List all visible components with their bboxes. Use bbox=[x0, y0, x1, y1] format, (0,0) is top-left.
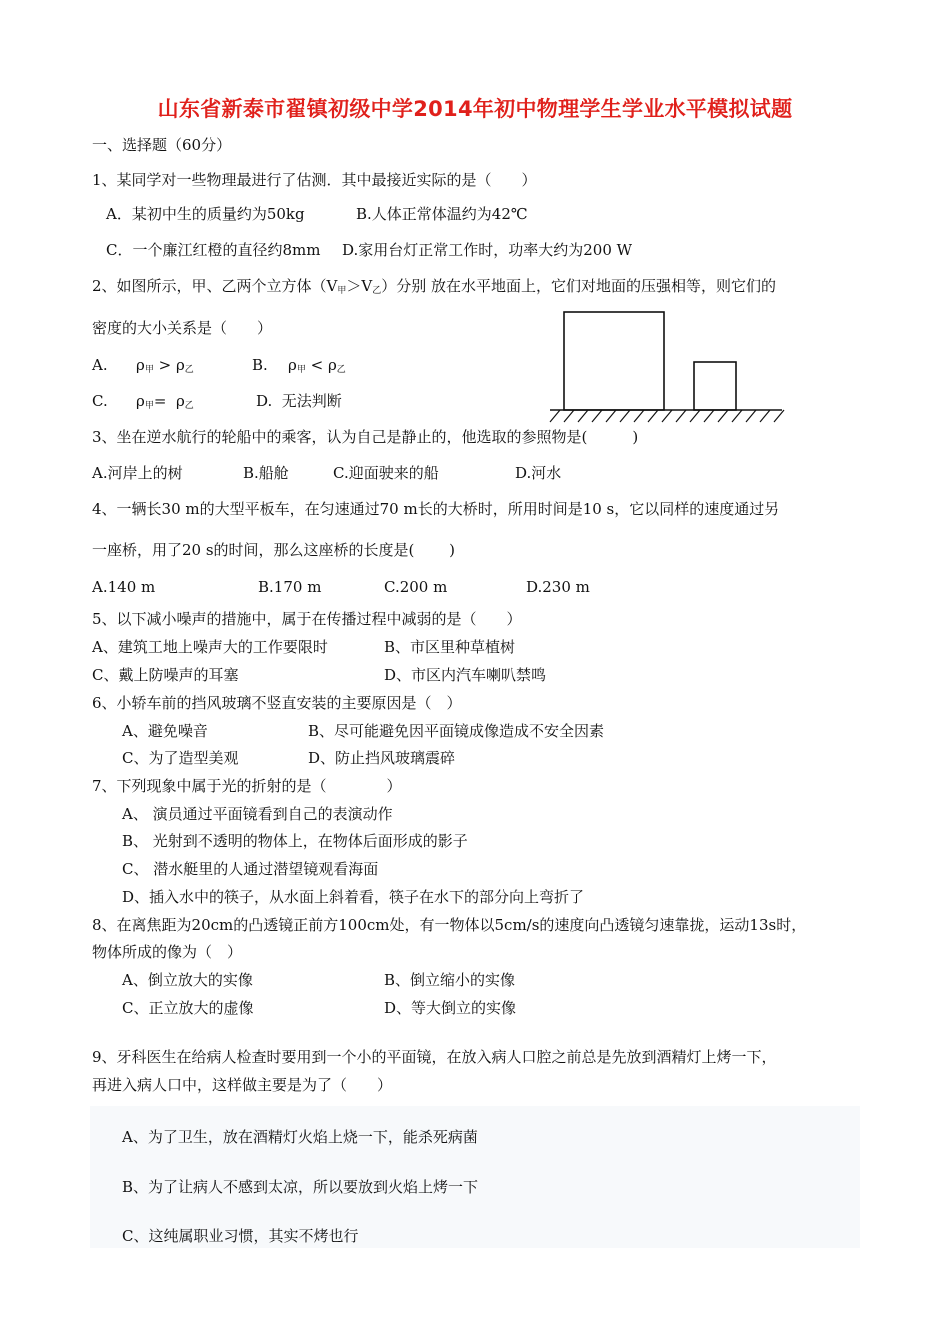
q5-option-b: B、市区里种草植树 bbox=[384, 638, 516, 656]
q9-option-a: A、为了卫生，放在酒精灯火焰上烧一下，能杀死病菌 bbox=[122, 1128, 478, 1146]
q6-stem: 6、小轿车前的挡风玻璃不竖直安装的主要原因是（ ） bbox=[92, 694, 462, 712]
q1-option-b: B.人体正常体温约为42℃ bbox=[356, 205, 528, 223]
q2-option-a-label: A. bbox=[92, 356, 108, 374]
q2-option-c bbox=[136, 394, 194, 411]
q2-option-b-label: B. bbox=[252, 356, 268, 374]
q2-stem bbox=[92, 279, 776, 296]
q5-option-c: C、戴上防噪声的耳塞 bbox=[92, 666, 239, 684]
q4-option-b: B.170 m bbox=[258, 578, 322, 596]
q8-stem: 8、在离焦距为20cm的凸透镜正前方100cm处，有一物体以5cm/s的速度向凸透镜匀速靠拢，运动13s时， bbox=[92, 916, 807, 934]
cube-yi bbox=[694, 362, 736, 410]
q1-option-c: C．一个廉江红橙的直径约8mm bbox=[106, 241, 321, 259]
q3-stem: 3、坐在逆水航行的轮船中的乘客，认为自己是静止的，他选取的参照物是( ) bbox=[92, 428, 639, 446]
q2-c-sub2: 乙 bbox=[184, 401, 194, 411]
q9-option-c: C、这纯属职业习惯，其实不烤也行 bbox=[122, 1227, 359, 1245]
q2-stem-line2: 密度的大小关系是（ ） bbox=[92, 319, 273, 337]
q1-option-d: D.家用台灯正常工作时，功率大约为200 W bbox=[342, 241, 633, 259]
q7-option-b: B、 光射到不透明的物体上，在物体后面形成的影子 bbox=[122, 832, 468, 850]
q4-option-d: D.230 m bbox=[526, 578, 590, 596]
q2-c-op: = ρ bbox=[153, 392, 185, 410]
q6-option-d: D、防止挡风玻璃震碎 bbox=[308, 749, 456, 767]
q2-a-sub2: 乙 bbox=[184, 365, 194, 375]
q8-option-b: B、倒立缩小的实像 bbox=[384, 971, 516, 989]
q7-stem: 7、下列现象中属于光的折射的是（ ） bbox=[92, 777, 402, 795]
cube-jia bbox=[564, 312, 664, 410]
q4-stem: 4、一辆长30 m的大型平板车，在匀速通过70 m长的大桥时，所用时间是10 s，它以同样的速度通过另 bbox=[92, 500, 780, 518]
q2-option-c-label: C. bbox=[92, 392, 108, 410]
q5-option-a: A、建筑工地上噪声大的工作要限时 bbox=[92, 638, 328, 656]
q9-stem-line2: 再进入病人口中，这样做主要是为了（ ） bbox=[92, 1076, 393, 1094]
q2-sub-jia: 甲 bbox=[337, 286, 347, 296]
q3-option-c: C.迎面驶来的船 bbox=[333, 464, 439, 482]
q6-option-a: A、避免噪音 bbox=[122, 722, 208, 740]
q3-option-b: B.船舱 bbox=[243, 464, 289, 482]
q2-option-a bbox=[136, 358, 194, 375]
q7-option-c: C、 潜水艇里的人通过潜望镜观看海面 bbox=[122, 860, 379, 878]
q2-c-sub1: 甲 bbox=[144, 401, 154, 411]
q2-b-op: < ρ bbox=[305, 356, 337, 374]
q6-option-c: C、为了造型美观 bbox=[122, 749, 239, 767]
q5-stem: 5、以下减小噪声的措施中，属于在传播过程中减弱的是（ ） bbox=[92, 610, 522, 628]
q2-b-sub1: 甲 bbox=[296, 365, 306, 375]
q2-cubes-diagram bbox=[546, 308, 786, 424]
q2-b-sub2: 乙 bbox=[336, 365, 346, 375]
q7-option-d: D、插入水中的筷子，从水面上斜着看，筷子在水下的部分向上弯折了 bbox=[122, 888, 585, 906]
section-heading: 一、选择题（60分） bbox=[92, 136, 232, 154]
q1-option-a: A．某初中生的质量约为50kg bbox=[106, 205, 305, 223]
q2-stem-gt: ＞V bbox=[346, 277, 373, 295]
q5-option-d: D、市区内汽车喇叭禁鸣 bbox=[384, 666, 547, 684]
q2-sub-yi: 乙 bbox=[372, 286, 382, 296]
q8-option-c: C、正立放大的虚像 bbox=[122, 999, 254, 1017]
q9-option-b: B、为了让病人不感到太凉，所以要放到火焰上烤一下 bbox=[122, 1178, 479, 1196]
q2-b-rho: ρ bbox=[288, 356, 297, 374]
q7-option-a: A、 演员通过平面镜看到自己的表演动作 bbox=[122, 805, 393, 823]
q2-a-rho: ρ bbox=[136, 356, 145, 374]
q8-option-d: D、等大倒立的实像 bbox=[384, 999, 517, 1017]
q9-stem: 9、牙科医生在给病人检查时要用到一个小的平面镜，在放入病人口腔之前总是先放到酒精灯上烤一下， bbox=[92, 1048, 777, 1066]
page-title: 山东省新泰市翟镇初级中学2014年初中物理学生学业水平模拟试题 bbox=[157, 97, 793, 121]
q1-stem: 1、某同学对一些物理最进行了估测．其中最接近实际的是（ ） bbox=[92, 171, 537, 189]
q3-option-a: A.河岸上的树 bbox=[92, 464, 183, 482]
q2-c-rho: ρ bbox=[136, 392, 145, 410]
q2-stem-end: ）分别 放在水平地面上，它们对地面的压强相等，则它们的 bbox=[381, 277, 777, 295]
q4-option-c: C.200 m bbox=[384, 578, 448, 596]
ground-hatching bbox=[550, 410, 784, 422]
q8-option-a: A、倒立放大的实像 bbox=[122, 971, 253, 989]
q2-option-b bbox=[288, 358, 346, 375]
q2-a-op: > ρ bbox=[153, 356, 185, 374]
q2-option-d: D. 无法判断 bbox=[256, 392, 342, 410]
q4-stem-line2: 一座桥，用了20 s的时间，那么这座桥的长度是( ) bbox=[92, 541, 456, 559]
q2-stem-start: 2、如图所示，甲、乙两个立方体（V bbox=[92, 277, 338, 295]
q3-option-d: D.河水 bbox=[515, 464, 562, 482]
q6-option-b: B、尽可能避免因平面镜成像造成不安全因素 bbox=[308, 722, 605, 740]
q8-stem-line2: 物体所成的像为（ ） bbox=[92, 943, 243, 961]
q2-a-sub1: 甲 bbox=[144, 365, 154, 375]
q4-option-a: A.140 m bbox=[92, 578, 156, 596]
